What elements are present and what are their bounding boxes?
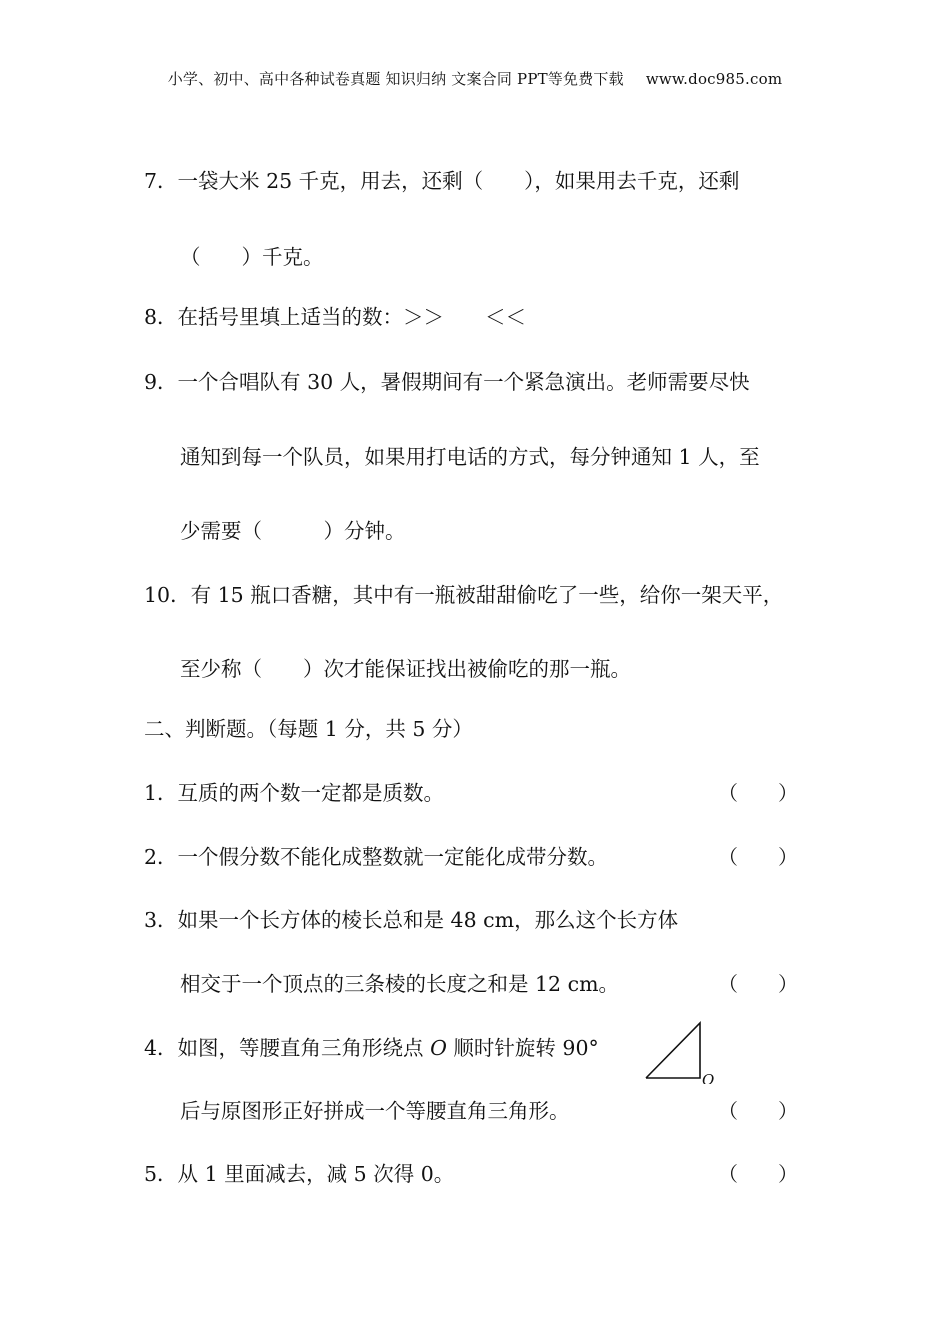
answer-parentheses-5: （ ） [718,1162,798,1186]
question-number: 5． [144,1162,178,1186]
question-7-line-2: （ ）千克。 [180,245,324,269]
question-10-line-2: 至少称（ ）次才能保证找出被偷吃的那一瓶。 [180,657,631,681]
question-number: 4． [144,1036,178,1060]
point-o-label: O [430,1036,447,1060]
question-number: 2． [144,845,178,869]
answer-parentheses-2: （ ） [718,845,798,869]
judgment-5-line-1 [144,1157,454,1187]
question-number: 8． [144,305,178,329]
right-triangle-figure [644,1020,718,1084]
question-9-line-1 [144,365,750,395]
question-text: 一个合唱队有 30 人，暑假期间有一个紧急演出。老师需要尽快 [177,370,750,394]
page-header [0,68,950,89]
question-number: 7． [144,169,178,193]
judgment-3-line-1 [144,903,678,933]
judgment-2-line-1 [144,840,608,870]
triangle-shape [646,1023,700,1078]
question-text: 在括号里填上适当的数：＞＞ ＜＜ [177,305,527,329]
answer-parentheses-3: （ ） [718,972,798,996]
section-2-title: 二、判断题。（每题 1 分，共 5 分） [144,717,473,741]
question-text: 一个假分数不能化成整数就一定能化成带分数。 [177,845,609,869]
question-9-line-3: 少需要（ ）分钟。 [180,519,406,543]
question-text: 如图，等腰直角三角形绕点 [177,1036,431,1060]
question-10-line-1 [144,578,783,608]
question-text: 从 1 里面减去，减 5 次得 0。 [177,1162,455,1186]
question-text: 一袋大米 25 千克，用去，还剩（ ），如果用去千克，还剩 [177,169,740,193]
answer-parentheses-1: （ ） [718,781,798,805]
question-7-line-1 [144,164,739,194]
question-number: 10． [144,583,191,607]
judgment-1-line-1 [144,776,444,806]
question-number: 1． [144,781,178,805]
question-text: 顺时针旋转 90° [446,1036,599,1060]
judgment-4-line-1 [144,1031,599,1061]
question-text: 如果一个长方体的棱长总和是 48 cm，那么这个长方体 [177,908,679,932]
judgment-3-line-2: 相交于一个顶点的三条棱的长度之和是 12 cm。 [180,972,620,996]
question-number: 3． [144,908,178,932]
judgment-4-line-2: 后与原图形正好拼成一个等腰直角三角形。 [180,1099,570,1123]
question-text: 互质的两个数一定都是质数。 [177,781,445,805]
question-text: 有 15 瓶口香糖，其中有一瓶被甜甜偷吃了一些，给你一架天平， [190,583,784,607]
question-8-line-1 [144,300,526,330]
header-text: 小学、初中、高中各种试卷真题 知识归纳 文案合同 PPT等免费下载 [167,70,624,88]
answer-parentheses-4: （ ） [718,1099,798,1123]
triangle-vertex-label: O [702,1071,715,1084]
question-9-line-2: 通知到每一个队员，如果用打电话的方式，每分钟通知 1 人，至 [180,445,760,469]
header-site: www.doc985.com [645,70,783,88]
question-number: 9． [144,370,178,394]
